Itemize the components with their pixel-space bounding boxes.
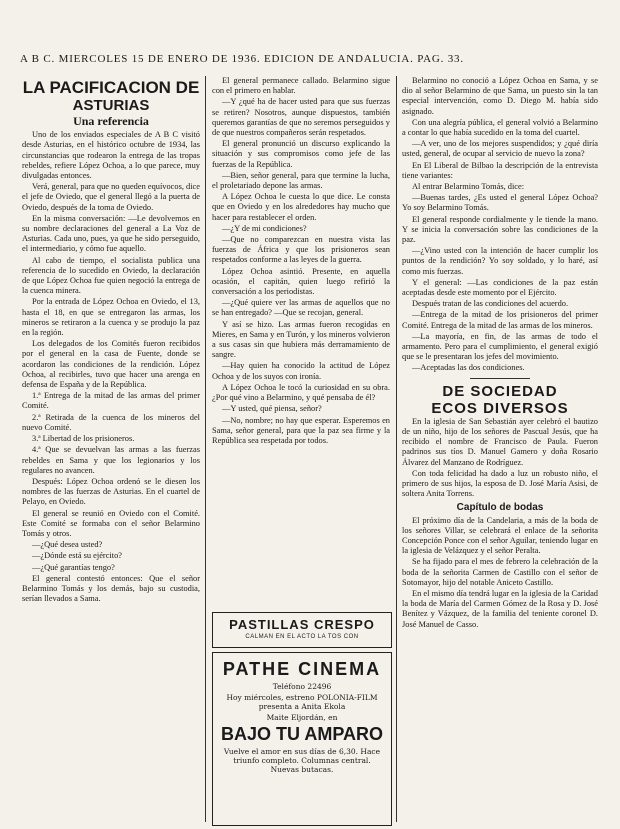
paragraph: —¿Qué quiere ver las armas de aquellos que no se han entregado? —Que se recojan, general. [212,298,390,318]
section-divider [470,378,530,379]
ad-line: Maite Eljordán, en [266,713,338,722]
ad-cinema-name: PATHE CINEMA [222,659,382,679]
weddings-title: Capítulo de bodas [456,502,544,514]
paragraph: —¿Qué garantías tengo? [32,562,115,572]
ad-brand-name: PASTILLAS CRESPO [229,617,375,632]
paragraph: Por la entrada de López Ochoa en Oviedo, el 13, hasta el 18, en que se entregaron las armas, los mineros se retiraron a la cuenca y se produjo la paz en la región. [22,297,200,338]
paragraph: López Ochoa asintió. Presente, en aquella ocasión, el capitán, quien luego refirió la conversación a los periodistas. [212,266,390,297]
article-column-2 [212,76,390,601]
paragraph: —Entrega de la mitad de los prisioneros del primer Comité. Entrega de la mitad de las armas de los mineros. [402,310,598,330]
paragraph: 4.ª Que se devuelvan las armas a las fuerzas rebeldes en Sama y que los legionarios y los regulares no avancen. [22,445,200,475]
page-header: A B C. MIERCOLES 15 DE ENERO DE 1936. EDICION DE ANDALUCIA. PAG. 33. [20,53,464,65]
paragraph: —¿Dónde está su ejército? [32,551,122,561]
paragraph: Verá, general, para que no queden equívocos, dice el jefe de Oviedo, que el general llegó a la puerta de Oviedo, después de la toma de Oviedo. [22,182,200,212]
column-divider-2 [396,76,397,822]
paragraph: —Bien, señor general, para que termine la lucha, el proletariado depone las armas. [212,170,390,191]
paragraph: En El Liberal de Bilbao la descripción de la entrevista tiene variantes: [402,160,598,180]
paragraph: Belarmino no conoció a López Ochoa en Sama, y se dio al señor Belarmino de que Sama, un puesto sin la tan especial intervención, como D. Diego M. había sido asignado. [402,76,598,116]
article-title-line1: LA PACIFICACION DE [22,78,200,97]
article-column-1 [22,76,200,822]
paragraph: —Hay quien ha conocido la actitud de López Ochoa y de los suyos con ironía. [212,361,390,381]
paragraph: Después tratan de las condiciones del acuerdo. [412,299,569,309]
paragraph: Después: López Ochoa ordenó se le diesen los nombres de las fuerzas de Asturias. En el cuartel de Pelayo, en Oviedo. [22,476,200,507]
ad-line: Vuelve el amor en sus días de 6,30. Hace triunfo completo. Columnas central. Nuevas butacas. [223,747,381,774]
ad-line: Hoy miércoles, estreno POLONIA-FILM presenta a Anita Ekola [226,693,378,711]
paragraph: —Aceptadas las dos condiciones. [412,363,525,373]
paragraph: 1.ª Entrega de la mitad de las armas del primer Comité. [22,391,200,411]
paragraph: Al entrar Belarmino Tomás, dice: [412,182,525,192]
paragraph: 2.ª Retirada de la cuenca de los mineros del nuevo Comité. [22,412,200,432]
paragraph: En la misma conversación: —Le devolvemos en su nombre declaraciones del general a La Voz de Asturias. Cada uno, pues, ya que he sido perseguido, el intermediario, y cómo fue aquello. [22,213,200,254]
paragraph: El general permanece callado. Belarmino sigue con el primero en hablar. [212,76,390,96]
paragraph: El general pronunció un discurso explicando la situación y sus compromisos como jefe de las fuerzas de la República. [212,139,390,169]
paragraph: El general responde cordialmente y le tiende la mano. Y se inicia la conversación sobre las condiciones de la paz. [402,214,598,245]
paragraph: —A ver, uno de los mejores suspendidos; y ¿qué diría usted, general, de ocupar al servicio de nuevo la zona? [402,139,598,159]
paragraph: —¿Qué desea usted? [32,540,103,550]
paragraph: 3.ª Libertad de los prisioneros. [32,434,135,444]
ad-phone: Teléfono 22496 [272,682,332,691]
paragraph: —Y usted, qué piensa, señor? [222,404,322,414]
paragraph: Se ha fijado para el mes de febrero la celebración de la boda de la señorita Carmen de Castillo con el señor de Sotomayor, hijo del notable Aniceto Castillo. [402,557,598,587]
advertisement-pastillas-crespo [212,612,392,648]
paragraph: En el mismo día tendrá lugar en la iglesia de la Caridad la boda de María del Carmen Gómez de la Rosa y D. José Benítez y Vázquez, de la familia del teniente coronel D. José Manuel de Casso. [402,588,598,629]
paragraph: El general contestó entonces: Que el señor Belarmino Tomás y los demás, bajo su custodia, serían llevados a Sama. [22,573,200,604]
paragraph: —Que no comparezcan en nuestra vista las fuerzas de África y que los prisioneros sean respetados conforme a las leyes de la guerra. [212,235,390,265]
ad-film-title: BAJO TU AMPARO [221,724,383,744]
paragraph: Uno de los enviados especiales de A B C visitó desde Asturias, en el histórico octubre de 1934, las circunstancias que rodearon la entrega de las tropas rebeldes, refiere López Ochoa, a lo que parece, muy divulgadas entonces. [22,130,200,181]
paragraph: Y el general: —Las condiciones de la paz están aceptadas desde este momento por el Ejército. [402,277,598,298]
section-title-ecos: ECOS DIVERSOS [431,399,569,417]
section-title-society: DE SOCIEDAD [442,382,558,400]
paragraph: Los delegados de los Comités fueron recibidos por el general en la casa de Fuente, donde se acordaron las condiciones de la rendición. López Ochoa, al recibirles, tuvo que hacer una arenga en defensa de España y de la República. [22,339,200,390]
paragraph: —¿Vino usted con la intención de hacer cumplir los puntos de la rendición? Yo soy soldado, y lo haré, así como mis fuerzas. [402,246,598,276]
paragraph: Con una alegría pública, el general volvió a Belarmino a contar lo que había sucedido en la toma del cuartel. [402,117,598,138]
paragraph: El próximo día de la Candelaria, a más de la boda de los señores Villar, se celebrará el enlace de la señorita Concepción Ponce con el señor Aguilar, teniendo lugar en la iglesia de Velázquez y el señor Peralta. [402,515,598,556]
paragraph: Al cabo de tiempo, el socialista publica una referencia de lo sucedido en Oviedo, la declaración de que López Ochoa fue quien negoció la entrega de la cuenca minera. [22,255,200,296]
paragraph: En la iglesia de San Sebastián ayer celebró el bautizo de un niño, hijo de los señores de Pascual Jesús, que ha recibido el nombre de Francisco de Paula. Fueron padrinos sus tíos D. Manuel Gamero y doña Rosario Álvarez del Manzano de Rodríguez. [402,416,598,467]
paragraph: —No, nombre; no hay que esperar. Esperemos en Sama, señor general, para que la paz sea firme y la República sea respetada por todos. [212,415,390,445]
paragraph: El general se reunió en Oviedo con el Comité. Este Comité se formaba con el señor Belarmino Tomás y otros. [22,508,200,538]
paragraph: —Y ¿qué ha de hacer usted para que sus fuerzas se retiren? Nosotros, aunque dispuestos, también queremos garantías de que no seremos perseguidos y de que nuestros compañeros serán respetados. [212,97,390,138]
article-subtitle: Una referencia [73,114,149,128]
paragraph: —Buenas tardes, ¿Es usted el general López Ochoa? Yo soy Belarmino Tomás. [402,193,598,213]
paragraph: —¿Y de mi condiciones? [222,223,307,233]
paragraph: Y así se hizo. Las armas fueron recogidas en Mieres, en Sama y en Turón, y los mineros volvieron a sus casas sin que hubiera más derramamiento de sangre. [212,319,390,360]
column-divider-1 [205,76,206,822]
paragraph: Con toda felicidad ha dado a luz un robusto niño, el primero de sus hijos, la esposa de D. José María Asisi, de soltera Anita Torrens. [402,468,598,499]
paragraph: —La mayoría, en fin, de las armas de todo el armamento. Pero para el cumplimiento, el general exigió que se le presentaran los jefes del movimiento. [402,331,598,362]
article-column-3 [402,76,598,822]
ad-slogan: CALMAN EN EL ACTO LA TOS CON [245,634,359,640]
paragraph: A López Ochoa le cuesta lo que dice. Le consta que en Oviedo y en los alrededores hay mucho que hacer para restablecer el orden. [212,192,390,222]
advertisement-pathe-cinema [212,652,392,826]
article-title-line2: ASTURIAS [72,97,150,114]
paragraph: A López Ochoa le tocó la curiosidad en su obra. ¿Por qué vino a Belarmino, y qué pensaba de él? [212,382,390,403]
